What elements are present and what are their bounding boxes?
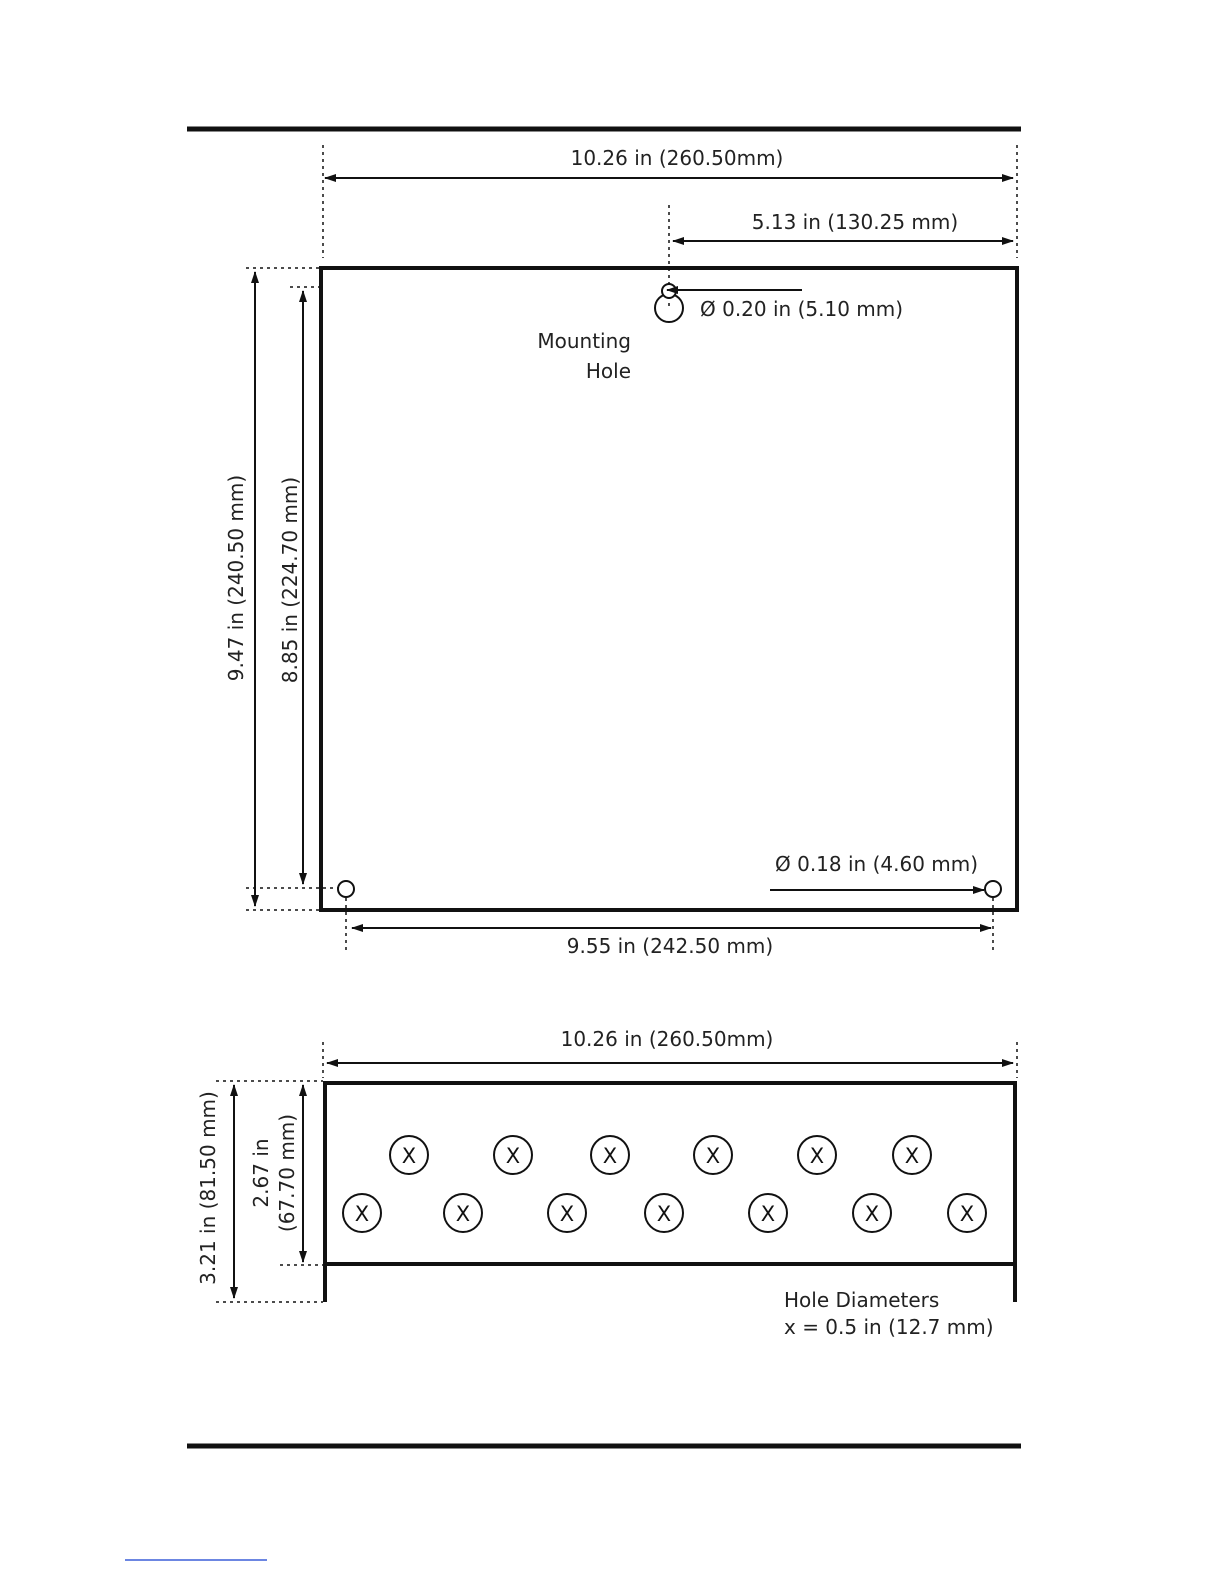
hole-mark: X	[602, 1144, 618, 1168]
hole-mark: X	[505, 1144, 521, 1168]
knockout-hole-top-5	[798, 1136, 836, 1174]
hole-mark: X	[864, 1202, 880, 1226]
knockout-hole-top-6	[893, 1136, 931, 1174]
knockout-hole-top-4	[694, 1136, 732, 1174]
knockout-hole-bottom-3	[548, 1194, 586, 1232]
label-mounting-line1: Mounting	[537, 329, 631, 353]
hole-mark: X	[354, 1202, 370, 1226]
knockout-holes	[343, 1136, 986, 1232]
knockout-hole-bottom-4	[645, 1194, 683, 1232]
top-view-outline	[321, 268, 1017, 910]
side-view-outline	[325, 1083, 1015, 1302]
knockout-hole-bottom-1	[343, 1194, 381, 1232]
knockout-hole-top-1	[390, 1136, 428, 1174]
side-label-inner-height-line1: 2.67 in	[249, 1138, 273, 1208]
legend-hole-size: x = 0.5 in (12.7 mm)	[784, 1315, 994, 1339]
knockout-hole-top-2	[494, 1136, 532, 1174]
side-view	[196, 1027, 1017, 1339]
knockout-hole-bottom-6	[853, 1194, 891, 1232]
hole-mark: X	[455, 1202, 471, 1226]
hole-mark: X	[401, 1144, 417, 1168]
side-label-overall-height: 3.21 in (81.50 mm)	[196, 1091, 220, 1285]
side-label-width: 10.26 in (260.50mm)	[560, 1027, 774, 1051]
hole-mark: X	[559, 1202, 575, 1226]
corner-hole-left	[338, 881, 354, 897]
knockout-hole-top-3	[591, 1136, 629, 1174]
hole-mark: X	[809, 1144, 825, 1168]
corner-hole-right	[985, 881, 1001, 897]
knockout-hole-bottom-5	[749, 1194, 787, 1232]
label-mounting-line2: Hole	[585, 359, 631, 383]
legend-hole-diameters: Hole Diameters	[784, 1288, 940, 1312]
hole-mark: X	[656, 1202, 672, 1226]
side-label-inner-height-line2: (67.70 mm)	[275, 1113, 299, 1233]
label-overall-height: 9.47 in (240.50 mm)	[224, 474, 248, 682]
label-hole-spacing-height: 8.85 in (224.70 mm)	[278, 476, 302, 684]
top-view	[224, 145, 1017, 958]
label-offset-width: 5.13 in (130.25 mm)	[751, 210, 959, 234]
label-mounting-hole-diameter: Ø 0.20 in (5.10 mm)	[700, 297, 904, 321]
knockout-hole-bottom-7	[948, 1194, 986, 1232]
hole-mark: X	[904, 1144, 920, 1168]
label-corner-hole-diameter: Ø 0.18 in (4.60 mm)	[775, 852, 979, 876]
label-bottom-hole-spacing: 9.55 in (242.50 mm)	[566, 934, 774, 958]
hole-mark: X	[959, 1202, 975, 1226]
hole-mark: X	[705, 1144, 721, 1168]
knockout-hole-bottom-2	[444, 1194, 482, 1232]
label-overall-width: 10.26 in (260.50mm)	[570, 146, 784, 170]
hole-mark: X	[760, 1202, 776, 1226]
